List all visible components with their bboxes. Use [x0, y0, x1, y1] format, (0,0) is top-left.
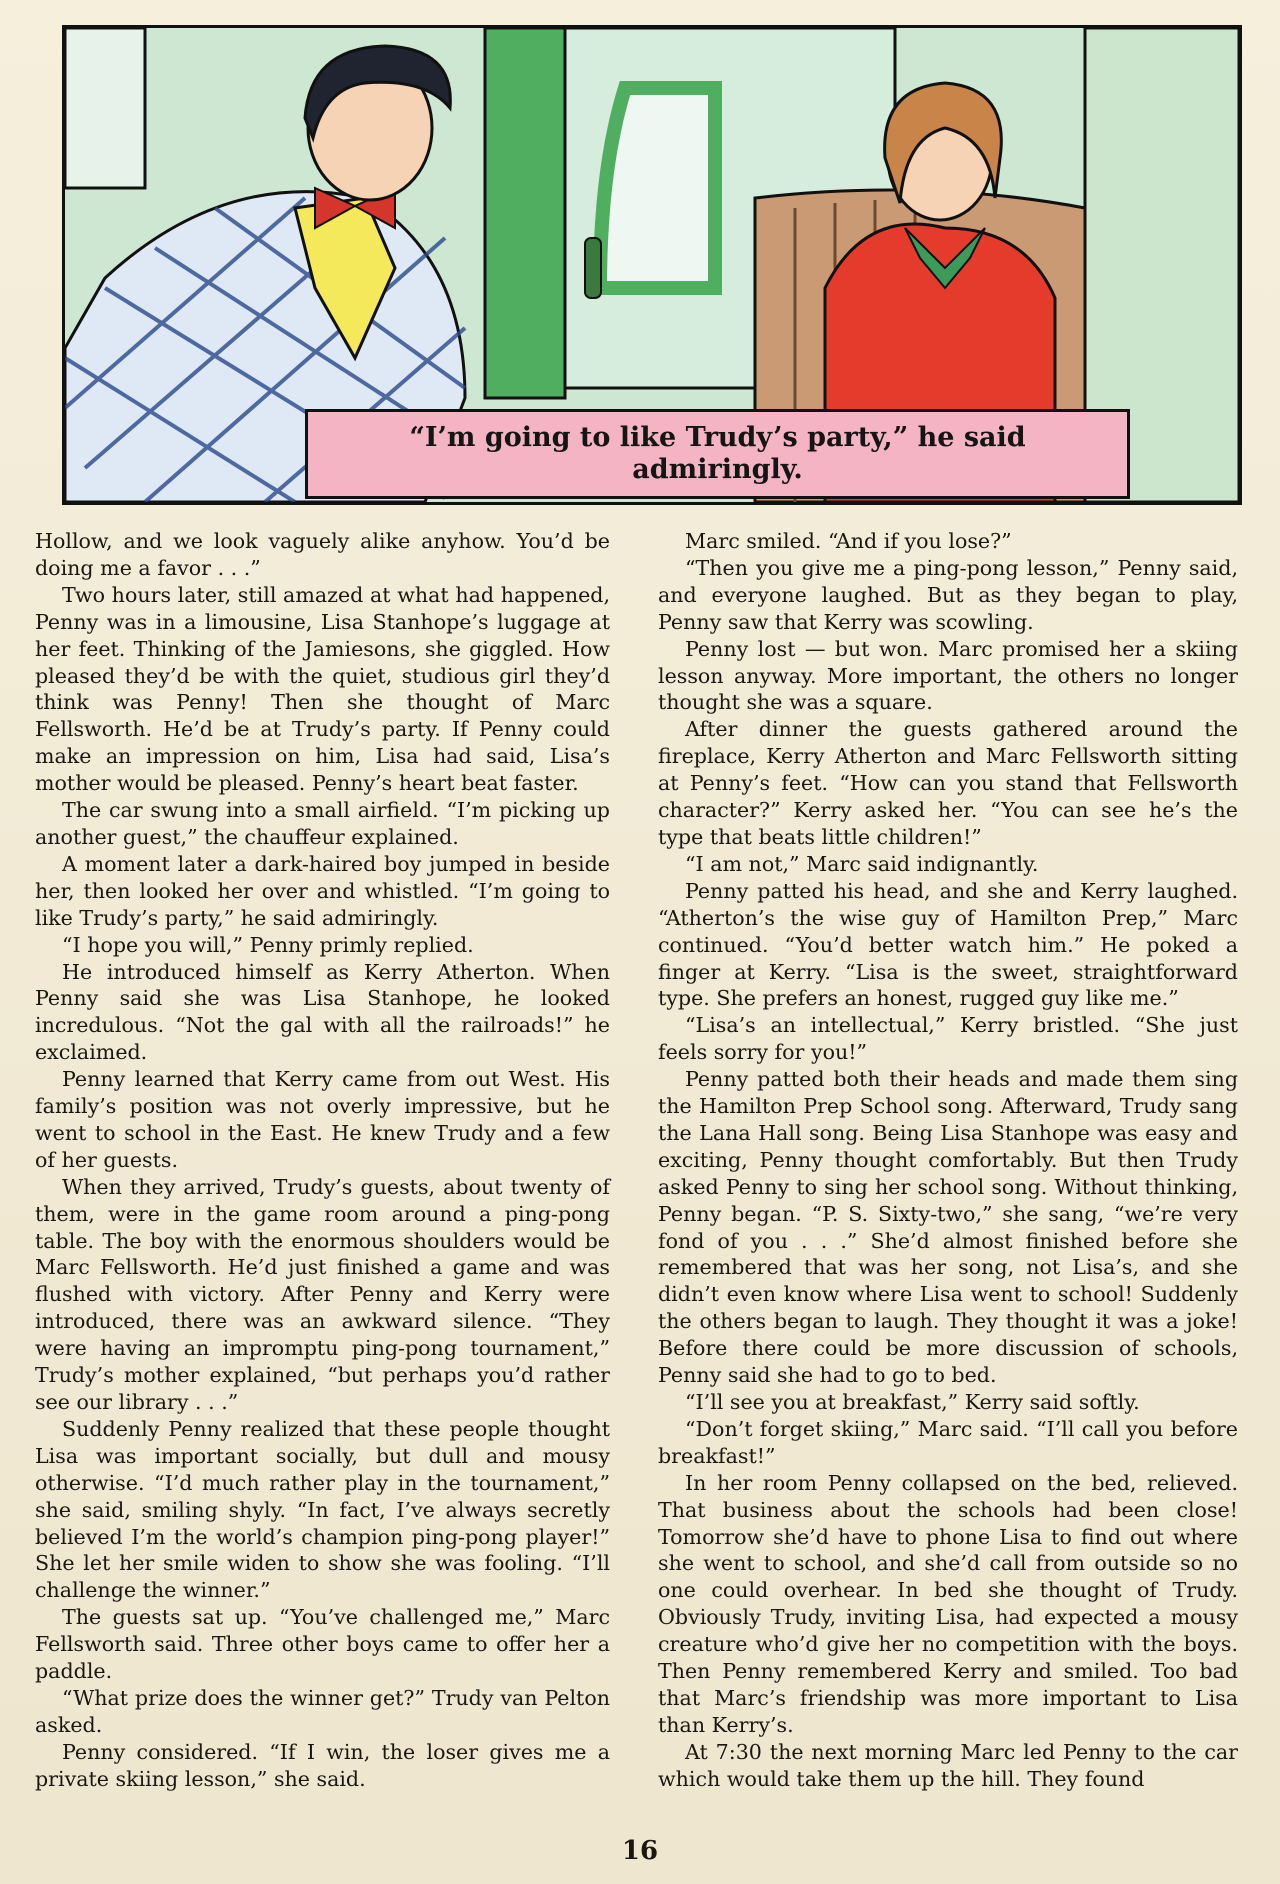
paragraph: At 7:30 the next morning Marc led Penny to the car which would take them up the hill. They found	[658, 1739, 1238, 1791]
page-number: 16	[621, 1836, 659, 1866]
paragraph: Penny patted both their heads and made them sing the Hamilton Prep School song. Afterward, Trudy sang the Lana Hall song. Being Lisa Stanhope was easy and exciting, Penny thought comfortably. But then Trudy asked Penny to sing her school song. Without thinking, Penny began. “P. S. Sixty-two,” she sang, “we’re very fond of you . . .” She’d almost finished before she remembered that was her song, not Lisa’s, and she didn’t even know where Lisa went to school! Suddenly the others began to laugh. They thought it was a joke! Before there could be more discussion of schools, Penny said she had to go to bed.	[658, 1067, 1238, 1388]
paragraph: “I’ll see you at breakfast,” Kerry said softly.	[685, 1390, 1140, 1414]
paragraph: In her room Penny collapsed on the bed, relieved. That business about the schools had been close! Tomorrow she’d have to phone Lisa to find out where she went to school, and she’d call from outside so no one could overhear. In bed she thought of Trudy. Obviously Trudy, inviting Lisa, had expected a mousy creature who’d give her no competition with the boys. Then Penny remembered Kerry and smiled. Too bad that Marc’s friendship was more important to Lisa than Kerry’s.	[658, 1470, 1238, 1737]
speech-caption-box	[305, 409, 1130, 499]
paragraph: “What prize does the winner get?” Trudy van Pelton asked.	[35, 1685, 610, 1737]
paragraph: “Don’t forget skiing,” Marc said. “I’ll call you before breakfast!”	[658, 1416, 1238, 1468]
left-text-column	[35, 528, 610, 1793]
paragraph: After dinner the guests gathered around the fireplace, Kerry Atherton and Marc Fellsworth sitting at Penny’s feet. “How can you stand that Fellsworth character?” Kerry asked her. “You can see he’s the type that beats little children!”	[658, 717, 1238, 849]
paragraph: “I am not,” Marc said indignantly.	[685, 851, 1039, 876]
paragraph: A moment later a dark-haired boy jumped in beside her, then looked her over and whistled. “I’m going to like Trudy’s party,” he said admiringly.	[35, 851, 610, 930]
paragraph: Penny lost — but won. Marc promised her a skiing lesson anyway. More important, the others no longer thought she was a square.	[658, 636, 1238, 715]
paragraph: Suddenly Penny realized that these people thought Lisa was important socially, but dull and mousy otherwise. “I’d much rather play in the tournament,” she said, smiling shyly. “In fact, I’ve always secretly believed I’m the world’s champion ping-pong player!” She let her smile widen to show she was fooling. “I’ll challenge the winner.”	[35, 1416, 610, 1603]
right-text-column	[658, 528, 1238, 1793]
paragraph: Two hours later, still amazed at what had happened, Penny was in a limousine, Lisa Stanhope’s luggage at her feet. Thinking of the Jamiesons, she giggled. How pleased they’d be with the quiet, studious girl they’d think was Penny! Then she thought of Marc Fellsworth. He’d be at Trudy’s party. If Penny could make an impression on him, Lisa had said, Lisa’s mother would be pleased. Penny’s heart beat faster.	[35, 582, 610, 796]
paragraph: The car swung into a small airfield. “I’m picking up another guest,” the chauffeur explained.	[35, 798, 610, 849]
caption-text: “I’m going to like Trudy’s party,” he said admiringly.	[409, 422, 1026, 485]
paragraph: Penny considered. “If I win, the loser gives me a private skiing lesson,” she said.	[35, 1739, 610, 1791]
paragraph: “Then you give me a ping-pong lesson,” Penny said, and everyone laughed. But as they began to play, Penny saw that Kerry was scowling.	[658, 555, 1238, 634]
paragraph: He introduced himself as Kerry Atherton. When Penny said she was Lisa Stanhope, he looked incredulous. “Not the gal with all the railroads!” he exclaimed.	[35, 959, 610, 1065]
comic-panel-illustration	[62, 25, 1242, 505]
paragraph: The guests sat up. “You’ve challenged me,” Marc Fellsworth said. Three other boys came to offer her a paddle.	[35, 1605, 610, 1684]
paragraph: “Lisa’s an intellectual,” Kerry bristled. “She just feels sorry for you!”	[658, 1013, 1238, 1065]
paragraph: Hollow, and we look vaguely alike anyhow. You’d be doing me a favor . . .”	[35, 529, 610, 580]
paragraph: Marc smiled. “And if you lose?”	[685, 529, 1012, 553]
paragraph: “I hope you will,” Penny primly replied.	[62, 932, 474, 957]
paragraph: Penny patted his head, and she and Kerry laughed. “Atherton’s the wise guy of Hamilton Prep,” Marc continued. “You’d better watch him.” He poked a finger at Kerry. “Lisa is the sweet, straightforward type. She prefers an honest, rugged guy like me.”	[658, 878, 1238, 1011]
paragraph: Penny learned that Kerry came from out West. His family’s position was not overly impressive, but he went to school in the East. He knew Trudy and a few of her guests.	[35, 1067, 610, 1172]
paragraph: When they arrived, Trudy’s guests, about twenty of them, were in the game room around a ping-pong table. The boy with the enormous shoulders would be Marc Fellsworth. He’d just finished a game and was flushed with victory. After Penny and Kerry were introduced, there was an awkward silence. “They were having an impromptu ping-pong tournament,” Trudy’s mother explained, “but perhaps you’d rather see our library . . .”	[35, 1174, 610, 1414]
